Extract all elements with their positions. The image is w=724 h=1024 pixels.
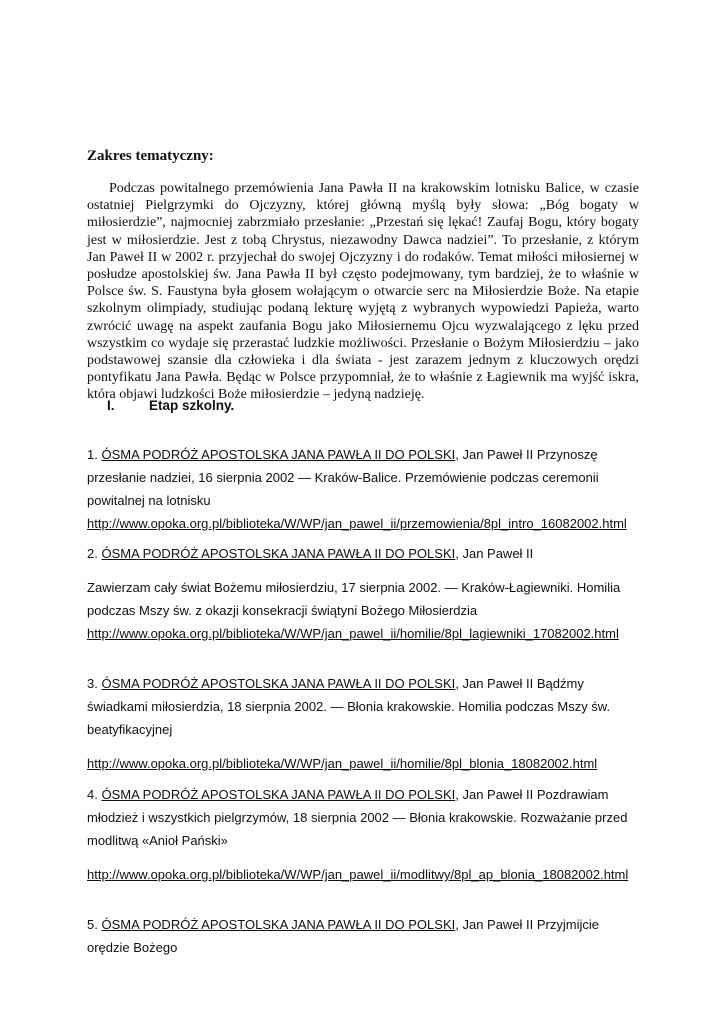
entry-number: 5. bbox=[87, 917, 98, 932]
entry-title-link[interactable]: ÓSMA PODRÓŻ APOSTOLSKA JANA PAWŁA II DO POLSKI bbox=[101, 447, 456, 462]
stage-number: I. bbox=[107, 398, 115, 413]
entry-url-link[interactable]: http://www.opoka.org.pl/biblioteka/W/WP/jan_pawel_ii/modlitwy/8pl_ap_blonia_18082002.html bbox=[87, 867, 629, 882]
stage-label: Etap szkolny. bbox=[149, 398, 235, 413]
reading-entry-4 bbox=[87, 783, 639, 886]
entry-text bbox=[87, 672, 639, 741]
reading-entry-2 bbox=[87, 542, 639, 645]
intro-paragraph: Podczas powitalnego przemówienia Jana Pawła II na krakowskim lotnisku Balice, w czasie ostatniej Pielgrzymki do Ojczyzny, której główną myślą były słowa: „Bóg bogaty w miłosierdzie”, najmocniej zabrzmiało przesłanie: „Przestań się lękać! Zaufaj Bogu, który bogaty jest w miłosierdzie. Jest z tobą Chrystus, niezawodny Dawca nadziei”. To przesłanie, z którym Jan Paweł II w 2002 r. przyjechał do swojej Ojczyzny i do rodaków. Temat miłości miłosiernej w posłudze apostolskiej św. Jana Pawła II był często podejmowany, tym bardziej, że to właśnie w Polsce św. S. Faustyna była głosem wołającym o otwarcie serc na Miłosierdzie Boże. Na etapie szkolnym olimpiady, studiując podaną lekturę wyjętą z wybranych wypowiedzi Papieża, warto zwrócić uwagę na aspekt zaufania Bogu jako Miłosiernemu Ojcu wyzwalającego z lęku przed wszystkim co wydaje się przerastać ludzkie możliwości. Przesłanie o Bożym Miłosierdziu – jako podstawowej szansie dla człowieka i dla świata - jest zarazem jednym z kluczowych orędzi pontyfikatu Jana Pawła. Będąc w Polsce przypomniał, że to właśnie z Łagiewnik ma wyjść iskra, która objawi ludzkości Boże miłosierdzie – jedyną nadzieję. bbox=[87, 181, 639, 403]
entry-description: , Jan Paweł II Przyjmijcie orędzie Bożego bbox=[87, 917, 599, 955]
entry-text bbox=[87, 913, 639, 959]
entry-text bbox=[87, 783, 639, 852]
entry-number: 3. bbox=[87, 676, 98, 691]
section-heading: Zakres tematyczny: bbox=[87, 148, 214, 164]
entry-number: 2. bbox=[87, 546, 98, 561]
entry-text bbox=[87, 443, 639, 512]
entry-url-link[interactable]: http://www.opoka.org.pl/biblioteka/W/WP/jan_pawel_ii/homilie/8pl_lagiewniki_17082002.html bbox=[87, 626, 619, 641]
stage-heading bbox=[87, 398, 639, 413]
entry-description: , Jan Paweł II Pozdrawiam młodzież i wszystkich pielgrzymów, 18 sierpnia 2002 — Błonia krakowskie. Rozważanie przed modlitwą «Anioł Pański» bbox=[87, 787, 628, 848]
entry-text bbox=[87, 542, 639, 565]
entry-title-link[interactable]: ÓSMA PODRÓŻ APOSTOLSKA JANA PAWŁA II DO POLSKI bbox=[101, 546, 456, 561]
entry-description: , Jan Paweł II Bądźmy świadkami miłosierdzia, 18 sierpnia 2002. — Błonia krakowskie. Homilia podczas Mszy św. beatyfikacyjnej bbox=[87, 676, 611, 737]
entry-title-link[interactable]: ÓSMA PODRÓŻ APOSTOLSKA JANA PAWŁA II DO POLSKI bbox=[101, 917, 456, 932]
entry-title-link[interactable]: ÓSMA PODRÓŻ APOSTOLSKA JANA PAWŁA II DO POLSKI bbox=[101, 787, 456, 802]
entry-url-link[interactable]: http://www.opoka.org.pl/biblioteka/W/WP/jan_pawel_ii/przemowienia/8pl_intro_16082002.html bbox=[87, 516, 627, 531]
entry-description: , Jan Paweł II Przynoszę przesłanie nadziei, 16 sierpnia 2002 — Kraków-Balice. Przemówienie podczas ceremonii powitalnej na lotnisku bbox=[87, 447, 599, 508]
entry-number: 4. bbox=[87, 787, 98, 802]
entry-url-link[interactable]: http://www.opoka.org.pl/biblioteka/W/WP/jan_pawel_ii/homilie/8pl_blonia_18082002.html bbox=[87, 756, 598, 771]
reading-entry-1 bbox=[87, 443, 639, 535]
reading-entry-3 bbox=[87, 672, 639, 775]
entry-description: , Jan Paweł II bbox=[455, 546, 534, 561]
reading-entry-5 bbox=[87, 913, 639, 959]
entry-description-2: Zawierzam cały świat Bożemu miłosierdziu, 17 sierpnia 2002. — Kraków-Łagiewniki. Homilia podczas Mszy św. z okazji konsekracji świątyni Bożego Miłosierdzia bbox=[87, 580, 621, 618]
entry-title-link[interactable]: ÓSMA PODRÓŻ APOSTOLSKA JANA PAWŁA II DO POLSKI bbox=[101, 676, 456, 691]
entry-number: 1. bbox=[87, 447, 98, 462]
